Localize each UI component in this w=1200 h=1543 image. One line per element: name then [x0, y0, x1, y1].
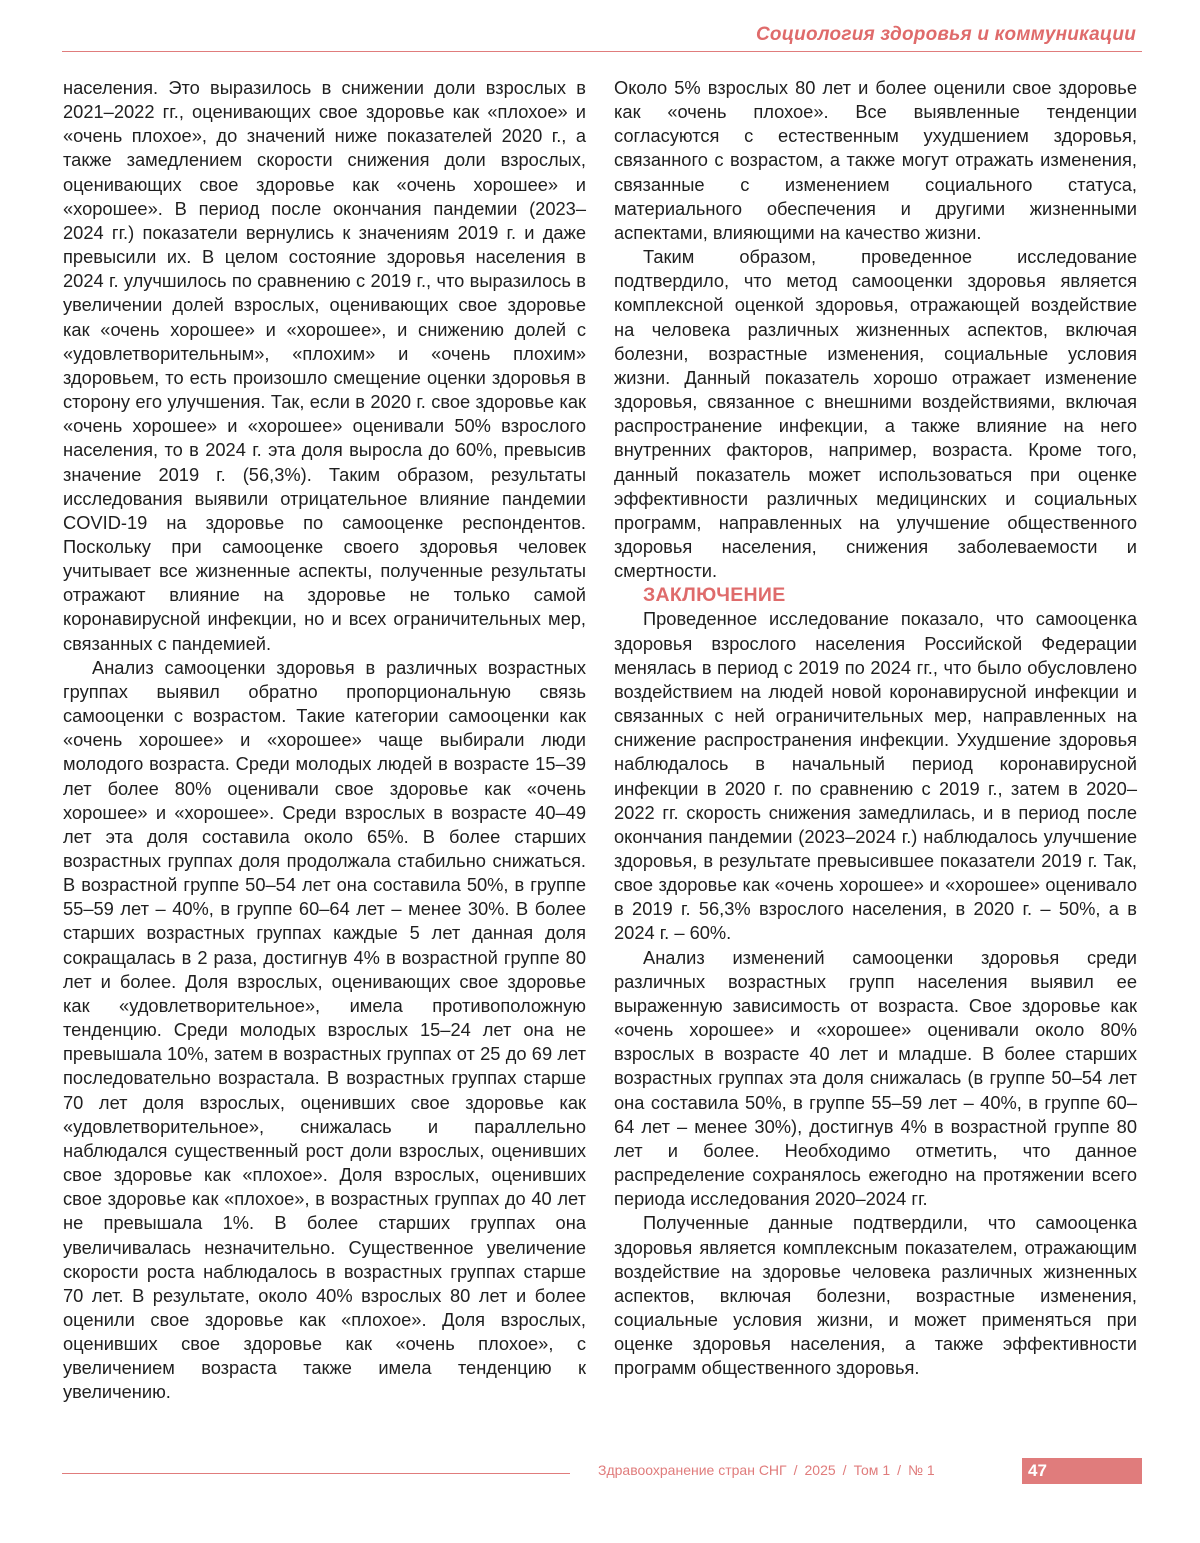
separator: /: [842, 1462, 847, 1478]
conclusion-heading: ЗАКЛЮЧЕНИЕ: [643, 584, 786, 607]
separator: /: [793, 1462, 798, 1478]
paragraph: Проведенное исследование показало, что самооценка здоровья взрослого населения Российской Федерации менялась в период с 2019 по 2024 гг., что было обусловлено воздействием на людей новой коронавирусной инфекции и связанных с ней ограничительных мер, направленных на снижение распространения инфекции. Ухудшение здоровья наблюдалось в начальный период коронавирусной инфекции в 2020 г. по сравнению с 2019 г., затем в 2020–2022 гг. скорость снижения замедлилась, и в период после окончания пандемии (2023–2024 г.) наблюдалось улучшение здоровья, в результате превысившее показатели 2019 г. Так, свое здоровье как «очень хорошее» и «хорошее» оценивало в 2019 г. 56,3% взрослого населения, в 2020 г. – 50%, а в 2024 г. – 60%.: [614, 608, 1137, 944]
section-title: Социология здоровья и коммуникации: [755, 24, 1136, 45]
paragraph: Около 5% взрослых 80 лет и более оценили свое здоровье как «очень плохое». Все выявленные тенденции согласуются с естественным ухудшением здоровья, связанного с возрастом, а также могут отражать изменения, связанные с изменением социального статуса, материального обеспечения и другими жизненными аспектами, влияющими на качество жизни.: [614, 77, 1137, 243]
journal-name: Здравоохранение стран СНГ: [598, 1462, 787, 1478]
paragraph: Таким образом, проведенное исследование подтвердило, что метод самооценки здоровья является комплексной оценкой здоровья, отражающей воздействие на человека различных жизненных аспектов, включая болезни, возрастные изменения, социальные условия жизни. Данный показатель хорошо отражает изменение здоровья, связанное с внешними воздействиями, включая распространение инфекции, а также влияние на него внутренних факторов, например, возраста. Кроме того, данный показатель может использоваться при оценке эффективности различных медицинских и социальных программ, направленных на улучшение общественного здоровья населения, снижения заболеваемости и смертности.: [614, 246, 1137, 582]
paragraph: населения. Это выразилось в снижении доли взрослых в 2021–2022 гг., оценивающих свое здоровье как «плохое» и «очень плохое», до значений ниже показателей 2020 г., а также замедлением скорости снижения доли взрослых, оценивающих свое здоровье как «очень хорошее» и «хорошее». В период после окончания пандемии (2023–2024 гг.) показатели вернулись к значениям 2019 г. и даже превысили их. В целом состояние здоровья населения в 2024 г. улучшилось по сравнению с 2019 г., что выразилось в увеличении долей взрослых, оценивающих свое здоровье как «очень хорошее» и «хорошее», и снижению долей с «удовлетворительным», «плохим» и «очень плохим» здоровьем, то есть произошло смещение оценки здоровья в сторону его улучшения. Так, если в 2020 г. свое здоровье как «очень хорошее» и «хорошее» оценивали 50% взрослого населения, то в 2024 г. эта доля выросла до 60%, превысив значение 2019 г. (56,3%). Таким образом, результаты исследования выявили отрицательное влияние пандемии COVID-19 на здоровье по самооценке респондентов. Поскольку при самооценке своего здоровья человек учитывает все жизненные аспекты, полученные результаты отражают влияние на здоровье не только самой коронавирусной инфекции, но и всех ограничительных мер, связанных с пандемией.: [63, 77, 586, 654]
header-divider: [62, 51, 1142, 52]
right-column: [614, 76, 1137, 1380]
paragraph: Анализ самооценки здоровья в различных возрастных группах выявил обратно пропорциональную связь самооценки с возрастом. Такие категории самооценки как «очень хорошее» и «хорошее» чаще выбирали люди молодого возраста. Среди молодых людей в возрасте 15–39 лет более 80% оценивали свое здоровье как «очень хорошее» и «хорошее». Среди взрослых в возрасте 40–49 лет эта доля составила около 65%. В более старших возрастных группах доля продолжала стабильно снижаться. В возрастной группе 50–54 лет она составила 50%, в группе 55–59 лет – 40%, в группе 60–64 лет – менее 30%. В более старших возрастных группах каждые 5 лет данная доля сокращалась в 2 раза, достигнув 4% в возрастной группе 80 лет и более. Доля взрослых, оценивающих свое здоровье как «удовлетворительное», имела противоположную тенденцию. Среди молодых взрослых 15–24 лет она не превышала 10%, затем в возрастных группах от 25 до 69 лет последовательно возрастала. В возрастных группах старше 70 лет доля взрослых, оценивших свое здоровье как «удовлетворительное», снижалась и параллельно наблюдался существенный рост доли взрослых, оценивших свое здоровье как «плохое». Доля взрослых, оценивших свое здоровье как «плохое», в возрастных группах до 40 лет не превышала 1%. В более старших группах она увеличивалась незначительно. Существенное увеличение скорости роста наблюдалось в возрастных группах старше 70 лет. В результате, около 40% взрослых 80 лет и более оценили свое здоровье как «плохое». Доля взрослых, оценивших свое здоровье как «очень плохое», с увеличением возраста также имела тенденцию к увеличению.: [63, 656, 586, 1403]
left-column: [63, 76, 586, 1405]
page-number: 47: [1022, 1458, 1142, 1484]
footer-journal-info: [598, 1462, 935, 1478]
paragraph: Анализ изменений самооценки здоровья среди различных возрастных групп населения выявил ее выраженную зависимость от возраста. Свое здоровье как «очень хорошее» и «хорошее» оценивали около 80% взрослых в возрасте 40 лет и младше. В более старших возрастных группах эта доля снижалась (в группе 50–54 лет она составила 50%, в группе 55–59 лет – 40%, в группе 60–64 лет – менее 30%), достигнув 4% в возрастной группе 80 лет и более. Необходимо отметить, что данное распределение сохранялось ежегодно на протяжении всего периода исследования 2020–2024 гг.: [614, 946, 1137, 1210]
paragraph: Полученные данные подтвердили, что самооценка здоровья является комплексным показателем, отражающим воздействие на здоровье человека различных жизненных аспектов, включая болезни, возрастные изменения, социальные условия жизни, и может применяться при оценке здоровья населения, а также эффективности программ общественного здоровья.: [614, 1212, 1137, 1379]
journal-volume: Том 1: [853, 1462, 891, 1478]
footer-divider: [62, 1473, 570, 1474]
journal-year: 2025: [804, 1462, 836, 1478]
separator: /: [897, 1462, 901, 1478]
journal-issue: № 1: [908, 1462, 935, 1478]
